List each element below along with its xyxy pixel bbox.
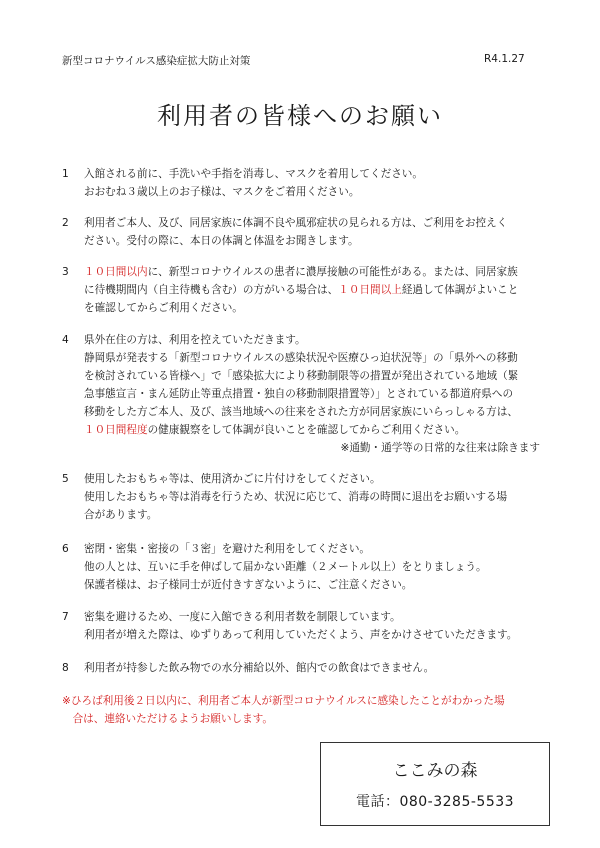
item-line [84,608,542,626]
item-line [84,349,542,367]
item-number: 3 [62,266,69,278]
item-line [84,421,542,439]
item-line [84,183,542,201]
item-number: 7 [62,611,69,623]
item-text: 県外在住の方は、利用を控えていただきます。 [84,334,306,346]
item-text: 保護者様は、お子様同士が近付きすぎないように、ご注意ください。 [84,579,413,591]
facility-name: ここみの森 [392,761,478,781]
item-text: を確認してからご利用ください。 [84,302,243,314]
request-item [62,659,542,677]
highlight-text: １０日間以内 [84,266,148,278]
item-line [84,331,542,349]
item-text: ださい。受付の際に、本日の体調と体温をお聞きします。 [84,235,359,247]
item-line [84,263,542,281]
item-number: 5 [62,473,69,485]
page-title: 利用者の皆様へのお願い [157,102,443,130]
request-item [62,470,542,524]
request-item [62,540,542,594]
item-text: 急事態宣言・まん延防止等重点措置・独自の移動制限措置等）」とされている都道府県への [84,388,514,400]
request-item [62,214,542,250]
item-number: 1 [62,168,69,180]
item-body [84,470,542,524]
notice [62,692,542,728]
item-text: の健康観察をして体調が良いことを確認してからご利用ください。 [147,424,466,436]
notice-line: 合は、連絡いただけるようお願いします。 [62,713,274,725]
header-left: 新型コロナウイルス感染症拡大防止対策 [62,55,251,67]
item-text: 合があります。 [84,509,158,521]
item-text: 移動をした方ご本人、及び、該当地域への往来をされた方が同居家族にいらっしゃる方は、 [84,406,518,418]
highlight-text: １０日間程度 [84,424,148,436]
item-line [84,232,542,250]
item-body [84,165,542,201]
item-text: 密閉・密集・密接の「３密」を避けた利用をしてください。 [84,543,371,555]
contact-box [320,742,550,826]
item-number: 2 [62,217,69,229]
contact-phone: 電話：080-3285-5533 [355,794,515,810]
item-line [84,540,542,558]
item-text: おおむね３歳以上のお子様は、マスクをご着用ください。 [84,186,360,198]
item-number: 4 [62,334,69,346]
item-body [84,659,542,677]
item-number: 6 [62,543,69,555]
item-note: ※通勤・通学等の日常的な往来は除きます [340,442,540,454]
item-text: 入館される前に、手洗いや手指を消毒し、マスクを着用してください。 [84,168,423,180]
item-text: 使用したおもちゃ等は、使用済かごに片付けをしてください。 [84,473,381,485]
item-text: 利用者が持参した飲み物での水分補給以外、館内での飲食はできません。 [84,662,435,674]
item-text: 経過して体調がよいこと [401,284,519,296]
request-item [62,263,542,317]
item-text: 静岡県が発表する「新型コロナウイルスの感染状況や医療ひっ迫状況等」の「県外への移動 [84,352,518,364]
item-line [84,626,542,644]
item-body [84,331,542,457]
item-line [84,488,542,506]
item-text: 利用者が増えた際は、ゆずりあって利用していただくよう、声をかけさせていただきます。 [84,629,518,641]
item-text: に待機期間内（自主待機も含む）の方がいる場合は、 [84,284,339,296]
item-line [84,659,542,677]
item-number: 8 [62,662,69,674]
item-line [84,281,542,299]
request-item [62,608,542,644]
item-text: 利用者ご本人、及び、同居家族に体調不良や風邪症状の見られる方は、ご利用をお控えく [84,217,508,229]
header-date: R4.1.27 [484,53,525,65]
item-text: 他の人とは、互いに手を伸ばして届かない距離（２メートル以上）をとりましょう。 [84,561,487,573]
item-body [84,608,542,644]
item-line [84,470,542,488]
item-line [84,576,542,594]
item-line [84,385,542,403]
item-line [84,214,542,232]
item-text: 使用したおもちゃ等は消毒を行うため、状況に応じて、消毒の時間に退出をお願いする場 [84,491,508,503]
item-line [84,403,542,421]
item-line [84,558,542,576]
item-line [84,367,542,385]
item-line [84,165,542,183]
item-body [84,263,542,317]
request-item [62,165,542,201]
item-text: を検討されている皆様へ」で「感染拡大により移動制限等の措置が発出されている地域（緊 [84,370,519,382]
request-item [62,331,542,457]
item-line [84,299,542,317]
item-text: に、新型コロナウイルスの患者に濃厚接触の可能性がある。または、同居家族 [147,266,518,278]
highlight-text: １０日間以上 [338,284,402,296]
item-text: 密集を避けるため、一度に入館できる利用者数を制限しています。 [84,611,401,623]
item-body [84,214,542,250]
notice-line: ※ひろば利用後２日以内に、利用者ご本人が新型コロナウイルスに感染したことがわかった場 [62,695,505,707]
item-body [84,540,542,594]
item-line [84,506,542,524]
